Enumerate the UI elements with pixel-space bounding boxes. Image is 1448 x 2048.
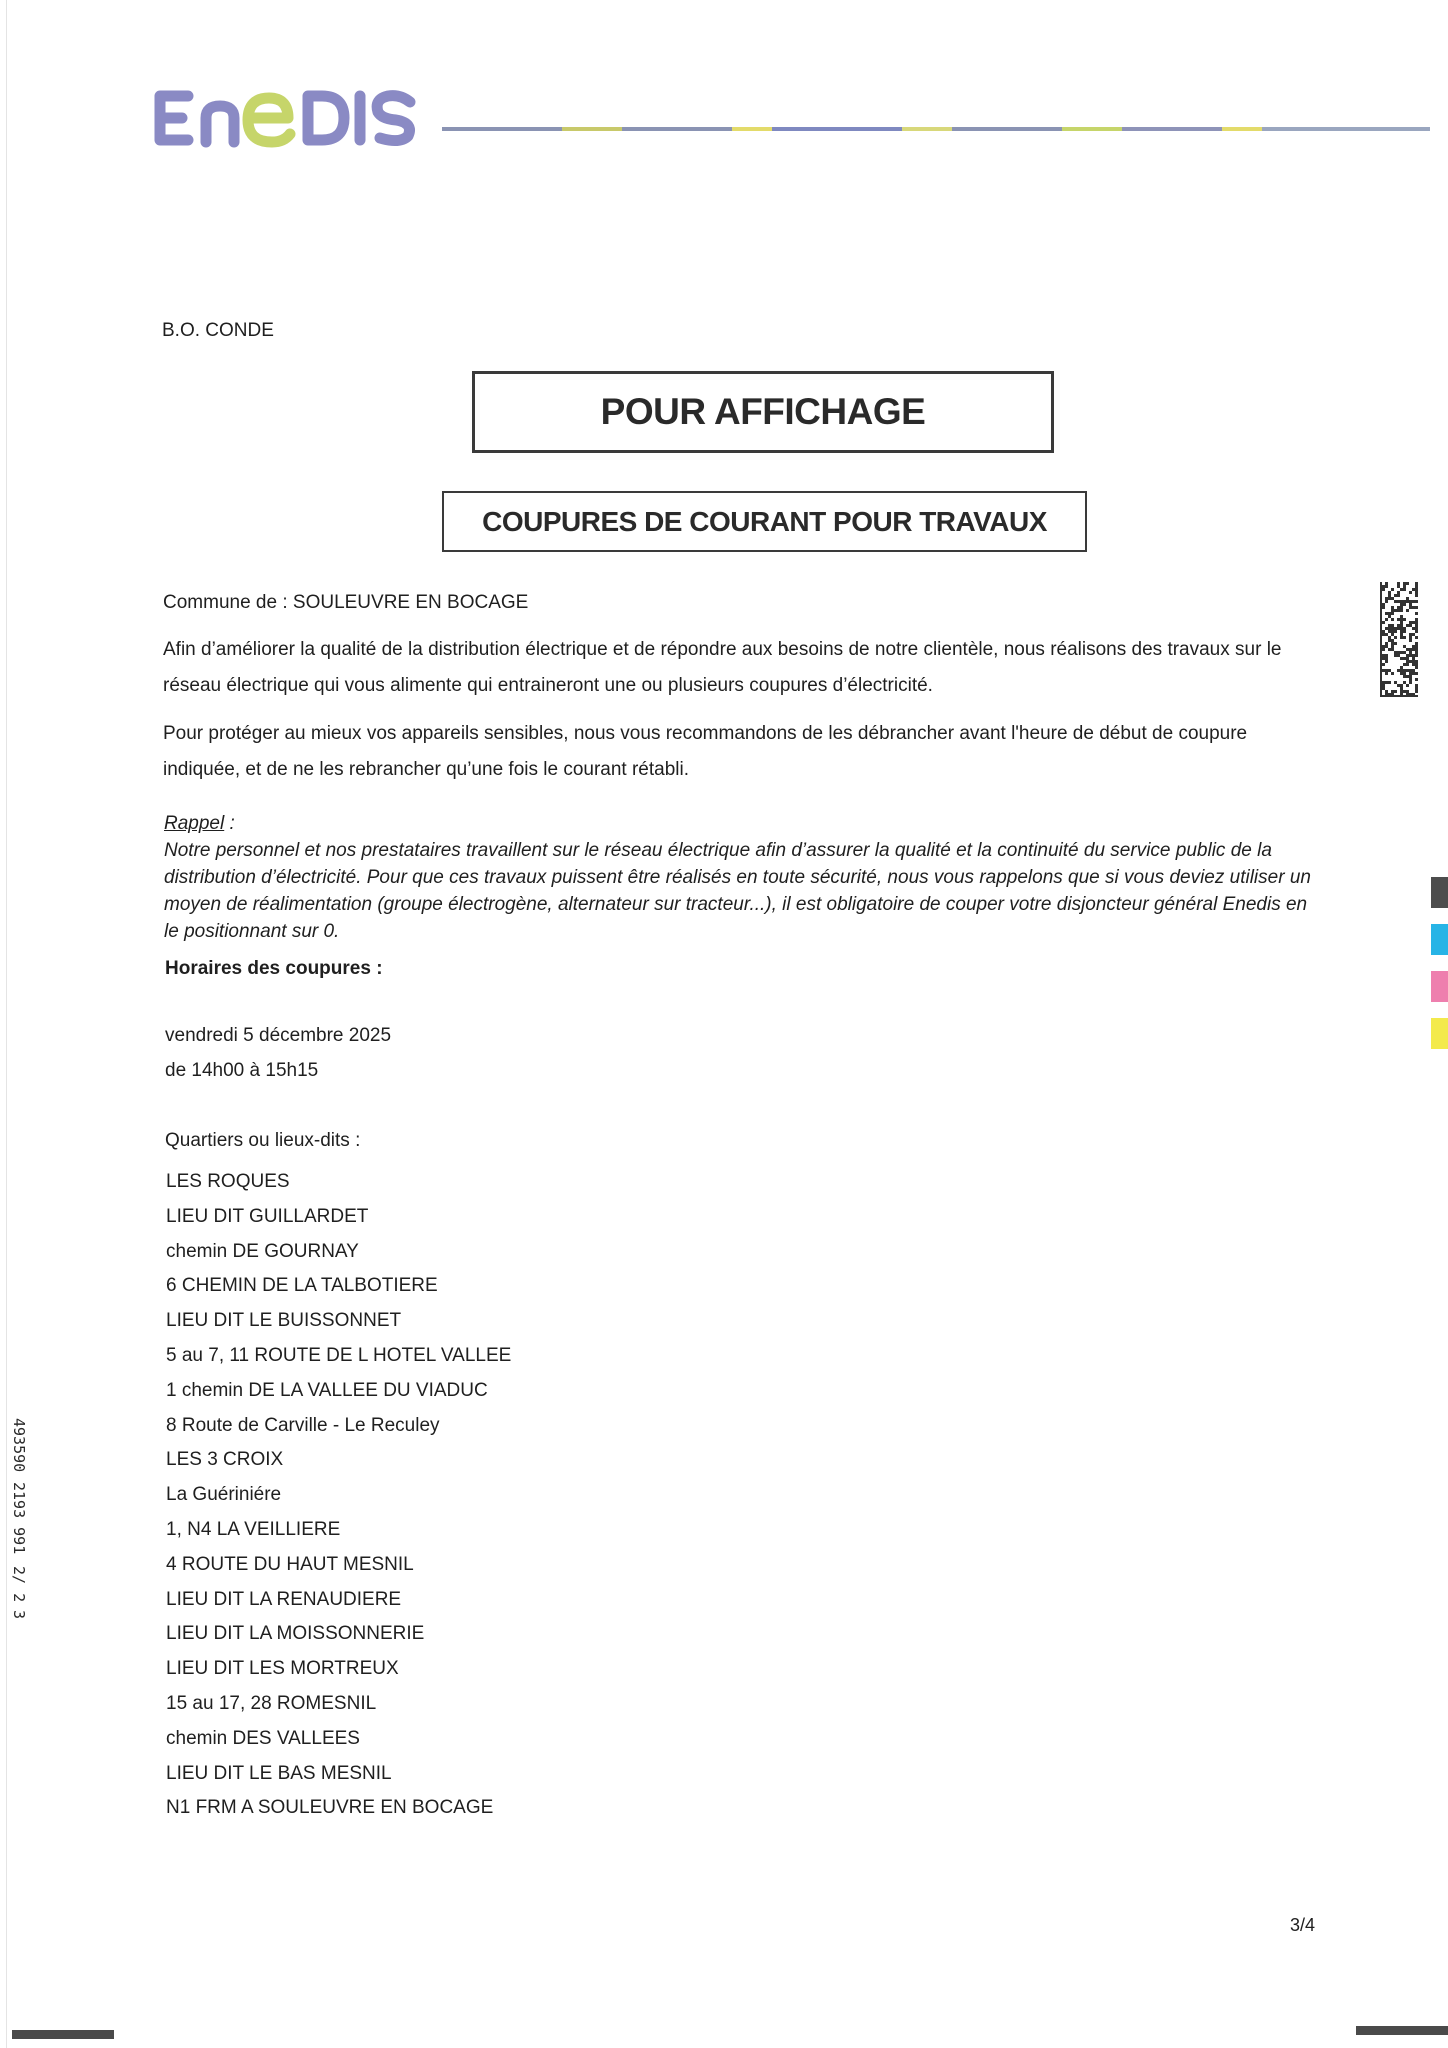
scan-bar-left <box>12 2030 114 2039</box>
location-item: 4 ROUTE DU HAUT MESNIL <box>166 1553 414 1575</box>
location-item: LIEU DIT LE BAS MESNIL <box>166 1762 392 1784</box>
location-item: LIEU DIT LE BUISSONNET <box>166 1310 402 1332</box>
location-item: 1 chemin DE LA VALLEE DU VIADUC <box>166 1379 488 1401</box>
enedis-logo <box>148 82 424 152</box>
sender: B.O. CONDE <box>162 320 274 341</box>
commune: Commune de : SOULEUVRE EN BOCAGE <box>163 592 529 613</box>
print-mark-magenta <box>1431 971 1448 1002</box>
print-code-part: 2/ 2 <box>10 1566 28 1603</box>
schedule-time: de 14h00 à 15h15 <box>165 1060 319 1081</box>
location-item: 1, N4 LA VEILLIERE <box>166 1518 341 1540</box>
reminder <box>164 810 1314 945</box>
location-item: chemin DES VALLEES <box>166 1727 360 1749</box>
location-item: N1 FRM A SOULEUVRE EN BOCAGE <box>166 1797 494 1819</box>
print-code-part: 3 <box>10 1610 28 1620</box>
scan-bar-right <box>1356 2026 1448 2035</box>
reminder-text: Notre personnel et nos prestataires travaillent sur le réseau électrique afin d’assurer la qualité et la continuité du service public de la distribution d’électricité. Pour que ces travaux puissent être réalisés en toute sécurité, nous vous rappelons que si vous deviez utiliser un moyen de réalimentation (groupe électrogène, alternateur sur tracteur...), il est obligatoire de couper votre disjoncteur général Enedis en le positionnant sur 0. <box>164 840 1311 942</box>
location-item: LIEU DIT LA RENAUDIERE <box>166 1588 402 1610</box>
vertical-print-code <box>6 1418 36 1638</box>
page-subtitle: COUPURES DE COURANT POUR TRAVAUX <box>442 491 1087 552</box>
location-item: 5 au 7, 11 ROUTE DE L HOTEL VALLEE <box>166 1344 512 1366</box>
location-item: chemin DE GOURNAY <box>166 1240 359 1262</box>
datamatrix-code <box>1380 582 1418 697</box>
reminder-colon: : <box>224 813 235 834</box>
page-edge <box>6 0 7 2048</box>
location-item: 6 CHEMIN DE LA TALBOTIERE <box>166 1275 438 1297</box>
header-rule <box>442 127 1430 131</box>
location-item: 15 au 17, 28 ROMESNIL <box>166 1692 377 1714</box>
location-item: LES 3 CROIX <box>166 1449 284 1471</box>
reminder-title: Rappel <box>164 813 225 834</box>
schedule-heading: Horaires des coupures : <box>165 958 383 979</box>
location-item: LES ROQUES <box>166 1171 290 1192</box>
page-title: POUR AFFICHAGE <box>472 371 1054 453</box>
location-item: 8 Route de Carville - Le Reculey <box>166 1414 440 1436</box>
location-item: LIEU DIT LA MOISSONNERIE <box>166 1623 425 1645</box>
print-code-part: 2193 991 <box>10 1482 28 1555</box>
intro-paragraph: Afin d’améliorer la qualité de la distribution électrique et de répondre aux besoins de notre clientèle, nous réalisons des travaux sur le réseau électrique qui vous alimente qui entraineront une ou plusieurs coupures d’électricité. <box>163 639 1282 696</box>
print-mark-yellow <box>1431 1018 1448 1049</box>
locations-heading: Quartiers ou lieux-dits : <box>165 1130 361 1151</box>
print-code-part: 493590 <box>10 1418 28 1473</box>
schedule-date: vendredi 5 décembre 2025 <box>165 1025 392 1046</box>
location-item: LIEU DIT LES MORTREUX <box>166 1658 399 1680</box>
advice-paragraph: Pour protéger au mieux vos appareils sensibles, nous vous recommandons de les débrancher avant l'heure de début de coupure indiquée, et de ne les rebrancher qu’une fois le courant rétabli. <box>163 723 1248 780</box>
print-mark-cyan <box>1431 924 1448 955</box>
location-item: LIEU DIT GUILLARDET <box>166 1205 369 1227</box>
page-number: 3/4 <box>1290 1915 1316 1935</box>
location-item: La Guériniére <box>166 1484 282 1506</box>
print-mark-black <box>1431 877 1448 908</box>
locations-list <box>166 1165 511 1826</box>
